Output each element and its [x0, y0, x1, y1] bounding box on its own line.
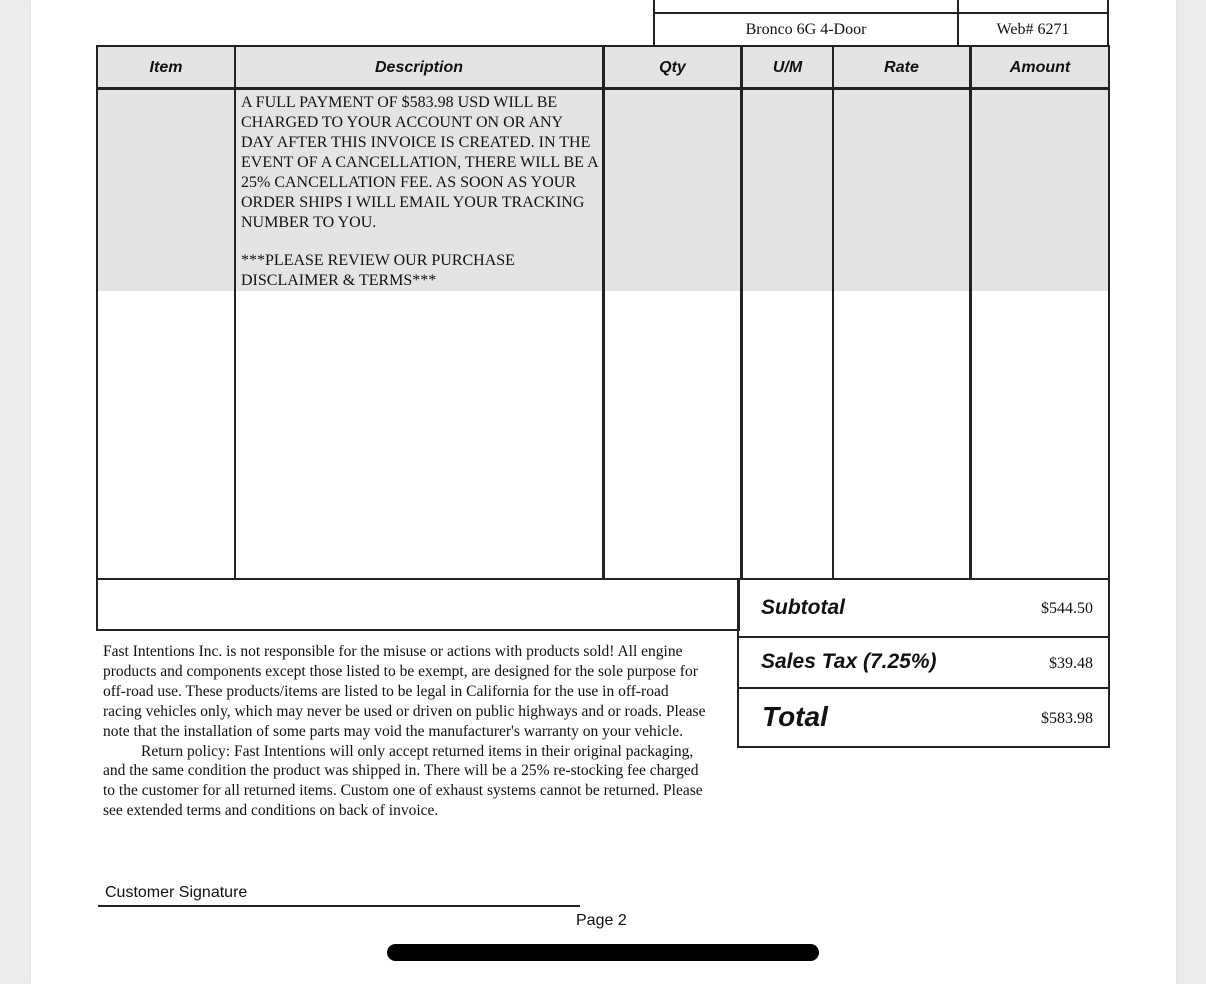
col-divider	[832, 47, 834, 578]
disclaimer-liability: Fast Intentions Inc. is not responsible for the misuse or actions with products sold! All engine products and components except those listed to be exempt, are designed for the sole purpose for off-road use. These products/items are listed to be legal in California for the use in off-road racing vehicles only, which may never be used or driven on public highways and or roads. Please note that the installation of some parts may void the manufacturer's warranty on your vehicle.	[103, 643, 706, 740]
row1-description-note: ***PLEASE REVIEW OUR PURCHASE DISCLAIMER & TERMS***	[241, 252, 515, 289]
col-divider	[969, 47, 972, 578]
col-divider	[234, 47, 236, 578]
total-label: Total	[762, 701, 828, 732]
customer-signature-label: Customer Signature	[105, 884, 248, 901]
notes-box	[96, 578, 740, 631]
col-divider	[740, 47, 743, 578]
signature-line	[98, 905, 580, 907]
header-amount: Amount	[1009, 59, 1071, 76]
header-qty: Qty	[659, 59, 686, 76]
total-value: $583.98	[1041, 710, 1093, 727]
po-value: Web# 6271	[996, 21, 1070, 38]
page-number: Page 2	[576, 912, 627, 929]
header-item: Item	[149, 59, 183, 76]
header-description: Description	[374, 59, 463, 76]
disclaimer-return-policy: Return policy: Fast Intentions will only accept returned items in their original packaging, and the same condition the product was shipped in. There will be a 25% re-stocking fee charged to the customer for all returned items. Custom one of exhaust systems cannot be returned. Please see extended terms and conditions on back of invoice.	[103, 742, 703, 820]
header-rate: Rate	[884, 59, 919, 76]
row1-description-text: A FULL PAYMENT OF $583.98 USD WILL BE CHARGED TO YOUR ACCOUNT ON OR ANY DAY AFTER THIS INVOICE IS CREATED. IN THE EVENT OF A CANCELLATION, THERE WILL BE A 25% CANCELLATION FEE. AS SOON AS YOUR ORDER SHIPS I WILL EMAIL YOUR TRACKING NUMBER TO YOU.	[241, 94, 598, 231]
totals-divider	[739, 687, 1108, 689]
header-um: U/M	[772, 59, 803, 76]
vehicle-value: Bronco 6G 4-Door	[745, 21, 867, 38]
col-divider	[602, 47, 605, 578]
totals-divider	[739, 636, 1108, 638]
subtotal-value: $544.50	[1041, 600, 1093, 617]
home-indicator[interactable]	[387, 944, 819, 961]
disclaimer	[103, 642, 708, 821]
sales-tax-label: Sales Tax (7.25%)	[761, 650, 937, 673]
subtotal-label: Subtotal	[761, 596, 845, 619]
row1-description	[241, 93, 599, 291]
sales-tax-value: $39.48	[1049, 655, 1093, 672]
